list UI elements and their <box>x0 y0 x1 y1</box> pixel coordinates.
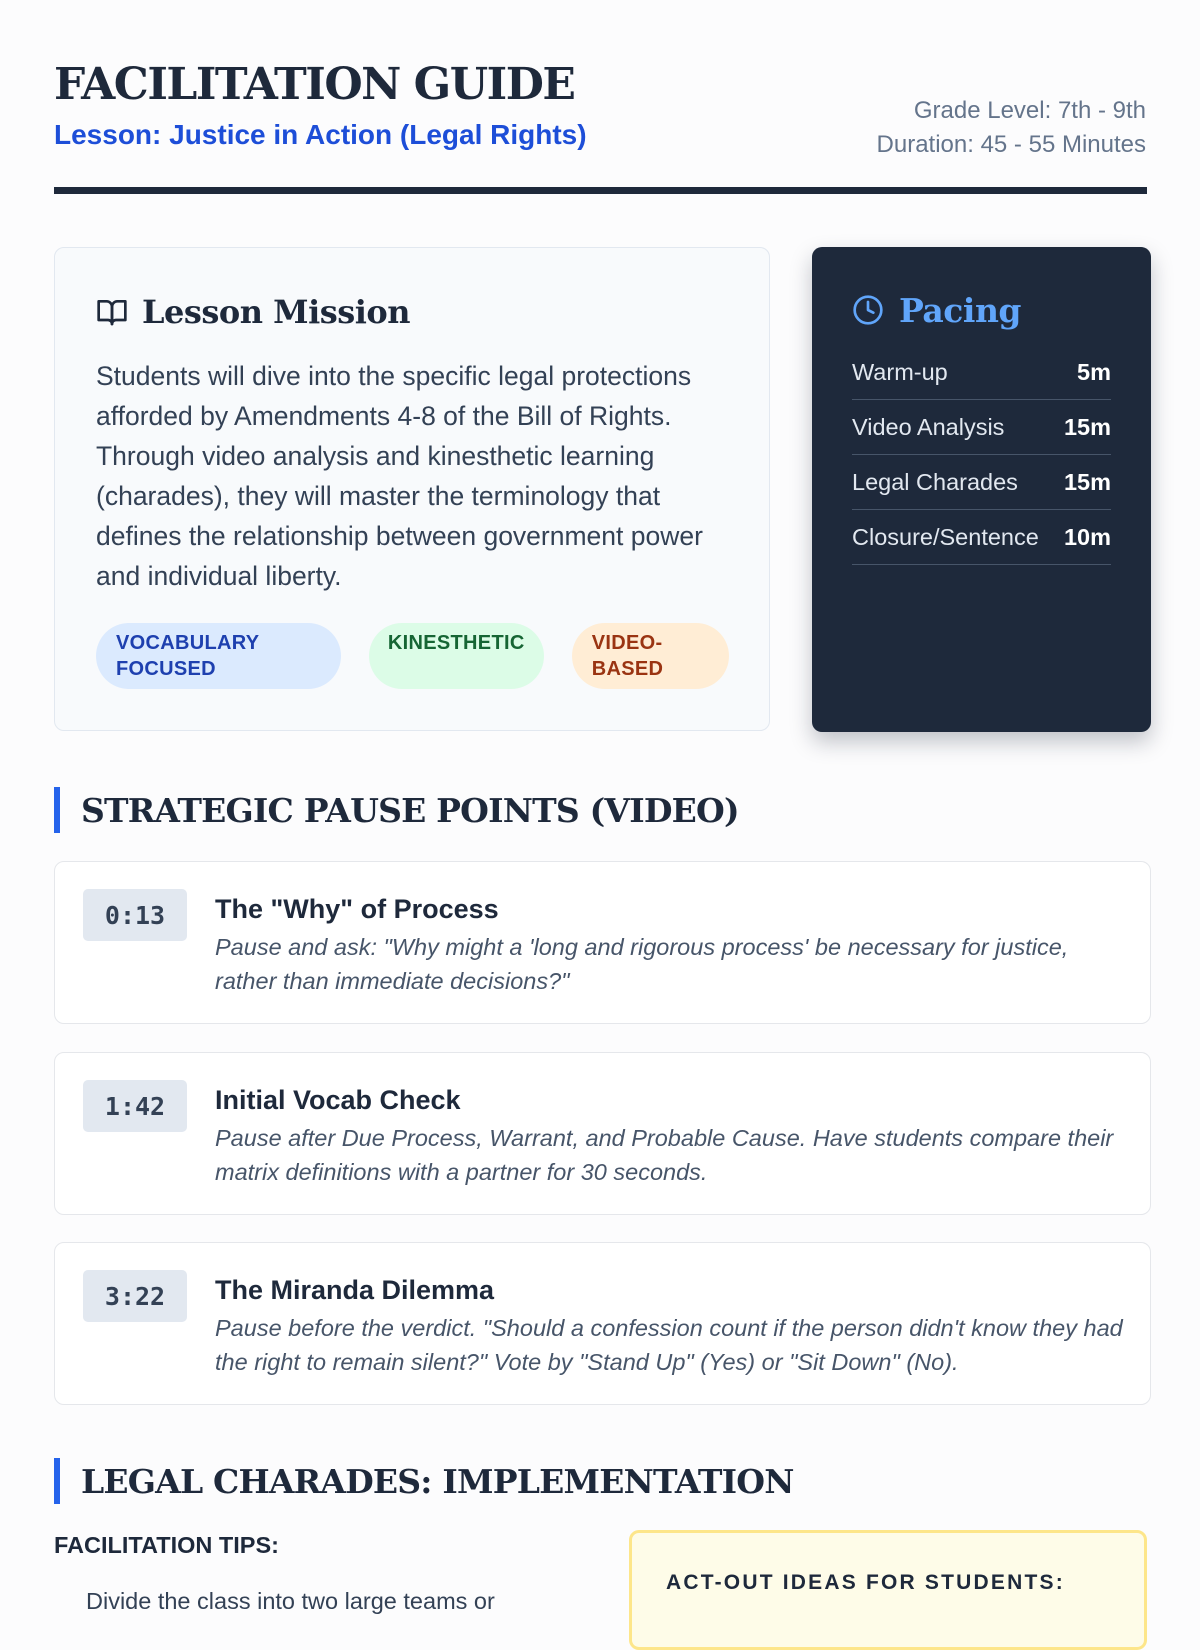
tag-list <box>96 623 729 689</box>
document-header <box>54 58 1146 194</box>
facilitation-tip-item: Divide the class into two large teams or <box>86 1588 495 1614</box>
lesson-subtitle: Lesson: Justice in Action (Legal Rights) <box>54 119 587 150</box>
mission-text: Students will dive into the specific legal protections afforded by Amendments 4-8 of the Bill of Rights. Through video analysis and kinesthetic learning (charades), they will master the terminology that defines the relationship between government power and individual liberty. <box>96 361 703 591</box>
page-title: FACILITATION GUIDE <box>54 59 575 110</box>
pacing-row <box>852 455 1111 510</box>
act-out-ideas-box <box>629 1530 1147 1650</box>
mission-card <box>54 247 770 731</box>
pacing-list <box>852 345 1111 565</box>
facilitation-tips-label: FACILITATION TIPS: <box>54 1532 279 1558</box>
tag-vocabulary-focused: VOCABULARY FOCUSED <box>96 623 341 689</box>
grade-level: Grade Level: 7th - 9th <box>913 97 1146 124</box>
pacing-row <box>852 510 1111 565</box>
section-title: STRATEGIC PAUSE POINTS (VIDEO) <box>81 790 739 830</box>
video-timestamp: 0:13 <box>83 889 187 941</box>
pause-points-heading <box>54 787 739 833</box>
tag-kinesthetic: KINESTHETIC <box>369 623 544 689</box>
pause-point-description: Pause after Due Process, Warrant, and Probable Cause. Have students compare their matrix definitions with a partner for 30 seconds. <box>215 1125 1114 1185</box>
pacing-time: 5m <box>1077 358 1111 385</box>
video-timestamp: 1:42 <box>83 1080 187 1132</box>
mission-title: Lesson Mission <box>142 293 411 331</box>
pacing-row <box>852 400 1111 455</box>
clock-icon <box>852 294 884 326</box>
act-out-ideas-label: ACT-OUT IDEAS FOR STUDENTS: <box>666 1571 1065 1594</box>
pacing-title-row <box>852 289 1111 331</box>
charades-heading <box>54 1458 794 1504</box>
lesson-meta <box>877 94 1146 162</box>
header-divider <box>54 187 1147 194</box>
pause-point-card <box>54 1052 1151 1215</box>
pause-point-description: Pause before the verdict. "Should a confession count if the person didn't know they had the right to remain silent?" Vote by "Stand Up" (Yes) or "Sit Down" (No). <box>215 1315 1123 1375</box>
pacing-time: 15m <box>1063 468 1111 495</box>
section-accent-bar <box>54 787 60 833</box>
book-open-icon <box>96 296 128 328</box>
pause-point-description: Pause and ask: "Why might a 'long and rigorous process' be necessary for justice, rather than immediate decisions?" <box>215 934 1069 994</box>
section-title: LEGAL CHARADES: IMPLEMENTATION <box>81 1461 794 1501</box>
video-timestamp: 3:22 <box>83 1270 187 1322</box>
section-accent-bar <box>54 1458 60 1504</box>
tag-video-based: VIDEO-BASED <box>572 623 729 689</box>
pacing-row <box>852 345 1111 400</box>
pause-point-card <box>54 861 1151 1024</box>
pacing-time: 15m <box>1063 413 1111 440</box>
pacing-activity: Warm-up <box>852 358 948 385</box>
pacing-activity: Closure/Sentence <box>852 523 1039 550</box>
pause-point-title: The Miranda Dilemma <box>215 1275 495 1305</box>
mission-title-row <box>96 290 729 334</box>
duration: Duration: 45 - 55 Minutes <box>876 131 1146 158</box>
pacing-activity: Video Analysis <box>852 413 1005 440</box>
pause-point-title: Initial Vocab Check <box>215 1085 461 1115</box>
pacing-card <box>812 247 1151 732</box>
pacing-time: 10m <box>1063 523 1111 550</box>
pacing-title: Pacing <box>899 290 1022 330</box>
pause-point-title: The "Why" of Process <box>215 894 499 924</box>
pacing-activity: Legal Charades <box>852 468 1018 495</box>
pause-point-card <box>54 1242 1151 1405</box>
